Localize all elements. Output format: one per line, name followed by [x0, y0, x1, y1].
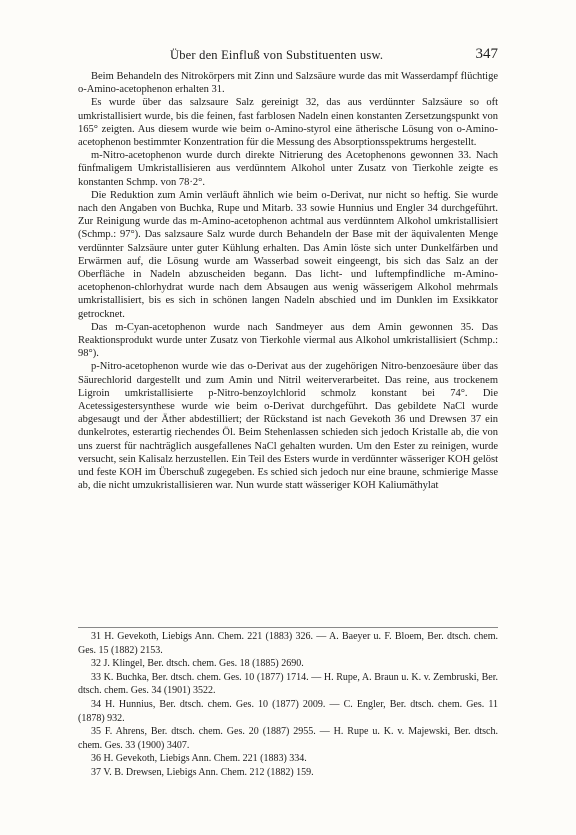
paragraph: Beim Behandeln des Nitrokörpers mit Zinn und Salzsäure wurde das mit Wasserdampf flüchtige o-Amino-acetophenon erhalten 31.	[78, 71, 498, 96]
paragraph: Das m-Cyan-acetophenon wurde nach Sandmeyer aus dem Amin gewonnen 35. Das Reaktionsprodukt wurde unter Zusatz von Tierkohle viermal aus Alkohol umkristallisiert (Schmp.: 98°).	[78, 321, 498, 360]
paragraph: m-Nitro-acetophenon wurde durch direkte Nitrierung des Acetophenons gewonnen 33. Nach fünfmaligem Umkristallisieren aus verdünntem Alkohol unter Zusatz von Tierkohle zeigte es konstanten Schmp. von 78·2°.	[78, 150, 498, 188]
page-number: 347	[475, 46, 498, 62]
footnote: 35 F. Ahrens, Ber. dtsch. chem. Ges. 20 (1887) 2955. — H. Rupe u. K. v. Majewski, Ber. dtsch. chem. Ges. 33 (1900) 3407.	[78, 726, 498, 751]
footnote: 32 J. Klingel, Ber. dtsch. chem. Ges. 18 (1885) 2690.	[91, 658, 304, 670]
footnote: 36 H. Gevekoth, Liebigs Ann. Chem. 221 (1883) 334.	[91, 753, 307, 765]
footnote: 37 V. B. Drewsen, Liebigs Ann. Chem. 212 (1882) 159.	[91, 766, 314, 778]
footnote-divider	[78, 627, 498, 628]
paragraph: Es wurde über das salzsaure Salz gereinigt 32, das aus verdünnter Salzsäure so oft umkristallisiert wurde, bis die feinen, fast farblosen Nadeln einen konstanten Zersetzungspunkt von 165° zeigten. Aus diesem wurde wie beim o-Amino-styrol eine ätherische Lösung von o-Amino-acetophenon bestimmter Konzentration für die Messung des Absorptionsspektrums hergestellt.	[78, 97, 498, 149]
footnote: 33 K. Buchka, Ber. dtsch. chem. Ges. 10 (1877) 1714. — H. Rupe, A. Braun u. K. v. Zembruski, Ber. dtsch. chem. Ges. 34 (1901) 3522.	[78, 671, 498, 697]
paragraph: Die Reduktion zum Amin verläuft ähnlich wie beim o-Derivat, nur nicht so heftig. Sie wurde nach den Angaben von Buchka, Rupe und Mitarb. 33 sowie Hunnius und Engler 34 durchgeführt. Zur Reinigung wurde das m-Amino-acetophenon achtmal aus verdünntem Alkohol umkristallisiert (Schmp.: 97°). Das salzsaure Salz wurde durch Behandeln der Base mit der äquivalenten Menge verdünnter Salzsäure unter guter Kühlung erhalten. Das Amin löste sich unter Dunkelfärben und Erwärmen auf, die Lösung wurde am Wasserbad soweit eingeengt, bis sich das Salz an der Oberfläche in Nadeln abzuscheiden begann. Das licht- und luftempfindliche m-Amino-acetophenon-chlorhydrat wurde nach dem Absaugen aus wenig wässerigem Alkohol mehrmals umkristallisiert, bis es sich in schönen langen Nadeln abschied und im Dunklen im Exsikkator getrocknet.	[78, 189, 498, 320]
body-text	[78, 70, 498, 493]
footnote: 31 H. Gevekoth, Liebigs Ann. Chem. 221 (1883) 326. — A. Baeyer u. F. Bloem, Ber. dtsch. chem. Ges. 15 (1882) 2153.	[78, 631, 498, 656]
footnote: 34 H. Hunnius, Ber. dtsch. chem. Ges. 10 (1877) 2009. — C. Engler, Ber. dtsch. chem. Ges. 11 (1878) 932.	[78, 698, 498, 724]
page-header	[0, 48, 576, 68]
footnotes	[78, 630, 498, 780]
running-title: Über den Einfluß von Substituenten usw.	[170, 48, 384, 62]
paragraph: p-Nitro-acetophenon wurde wie das o-Derivat aus der zugehörigen Nitro-benzoesäure über das Säurechlorid dargestellt und zum Amin und Nitril weiterverarbeitet. Das reine, aus trockenem Ligroin umkristallisierte p-Nitro-benzoylchlorid schmolz konstant bei 74°. Die Acetessigestersynthese wurde wie beim o-Derivat durchgeführt. Das gebildete NaCl wurde abgesaugt und der Äther abdestilliert; der Rückstand ist nach Gevekoth 36 und Drewsen 37 ein dunkelrotes, esterartig riechendes Öl. Beim Stehenlassen schieden sich jedoch Kristalle ab, die von uns zuerst für nachträglich ausgefallenes NaCl gehalten wurden. Um den Ester zu reinigen, wurde versucht, sein Kalisalz herzustellen. Ein Teil des Esters wurde in verdünnter wässeriger KOH gelöst und feste KOH im Überschuß zugegeben. Es schied sich jedoch nur eine braune, schmierige Masse ab, die nicht umzukristallisieren war. Nun wurde statt wässeriger KOH Kaliumäthylat	[78, 361, 498, 492]
